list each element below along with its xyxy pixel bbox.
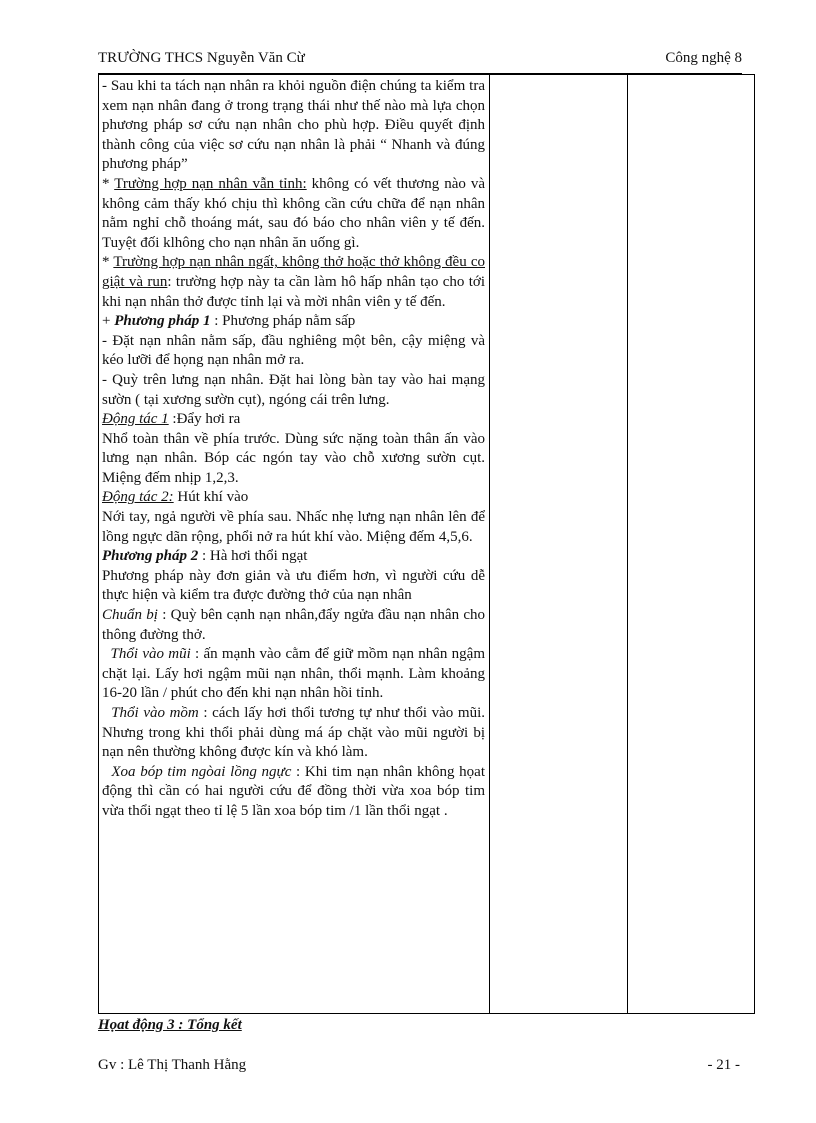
case-unconscious: * Trường hợp nạn nhân ngất, không thở hoặc thở không đều co giật và run: trường hợp này ta cần làm hô hấp nhân tạo cho tới khi nạn nhân thở được tỉnh lại và mời nhân viên y tế đến. bbox=[102, 254, 485, 310]
preparation: Chuẩn bị : Quỳ bên cạnh nạn nhân,đẩy ngửa đầu nạn nhân cho thông đường thở. bbox=[102, 607, 485, 643]
subject-name: Công nghệ 8 bbox=[665, 50, 742, 66]
page-header bbox=[98, 49, 742, 74]
method-1-step-2: - Quỳ trên lưng nạn nhân. Đặt hai lòng bàn tay vào hai mạng sườn ( tại xương sườn cụt), ngóng cái trên lưng. bbox=[102, 371, 485, 408]
empty-column-2 bbox=[490, 75, 628, 1013]
intro-paragraph: - Sau khi ta tách nạn nhân ra khỏi nguồn điện chúng ta kiểm tra xem nạn nhân đang ở trong trạng thái như thế nào mà lựa chọn phương pháp sơ cứu nạn nhân cho phù hợp. Điều quyết định thành công của việc sơ cứu nạn nhân là phải “ Nhanh và đúng phương pháp” bbox=[102, 78, 485, 173]
blow-into-nose: Thổi vào mũi : ấn mạnh vào cằm để giữ mồm nạn nhân ngậm chặt lại. Lấy hơi ngậm mũi nạn nhân, thổi mạnh. Làm khoảng 16-20 lần / phút cho đến khi nạn nhân hồi tỉnh. bbox=[102, 646, 485, 702]
action-1-body: Nhổ toàn thân về phía trước. Dùng sức nặng toàn thân ấn vào lưng nạn nhân. Bóp các ngón tay vào chỗ xương sườn cụt. Miệng đếm nhịp 1,2,3. bbox=[102, 430, 485, 486]
lesson-content bbox=[99, 75, 489, 822]
chest-compression: Xoa bóp tim ngòai lồng ngực : Khi tim nạn nhân không họat động thì cần có hai người cứu để đồng thời vừa xoa bóp tim vừa thổi ngạt theo tỉ lệ 5 lần xoa bóp tim /1 lần thổi ngạt . bbox=[102, 763, 486, 819]
case-conscious: * Trường hợp nạn nhân vẫn tỉnh: không có vết thương nào và không cảm thấy khó chịu thì không cần cứu chữa để nạn nhân nằm nghỉ chỗ thoáng mát, sau đó báo cho nhân viên y tế đến. Tuyệt đối klhông cho nạn nhân ăn uống gì. bbox=[102, 175, 485, 251]
activity-heading: Họat động 3 : Tổng kết bbox=[98, 1017, 242, 1033]
method-2-body: Phương pháp này đơn giản và ưu điểm hơn, vì người cứu dễ thực hiện và kiểm tra được đường thở của nạn nhân bbox=[102, 567, 485, 604]
blow-into-mouth: Thổi vào mồm : cách lấy hơi thổi tương tự như thổi vào mũi. Nhưng trong khi thổi phải dùng má áp chặt vào mũi người bị nạn nên thường không được kín và khó làm. bbox=[102, 705, 485, 761]
method-1-heading: + Phương pháp 1 : Phương pháp nằm sấp bbox=[102, 313, 356, 330]
action-2-heading: Động tác 2: Hút khí vào bbox=[102, 489, 249, 506]
action-2-body: Nới tay, ngả người về phía sau. Nhấc nhẹ lưng nạn nhân lên để lồng ngực dãn rộng, phổi nở ra hút khí vào. Miệng đếm 4,5,6. bbox=[102, 509, 485, 545]
content-column bbox=[99, 75, 490, 1013]
method-1-step-1: - Đặt nạn nhân nằm sấp, đầu nghiêng một bên, cậy miệng và kéo lưỡi để họng nạn nhân mở ra. bbox=[102, 332, 485, 369]
action-1-heading: Động tác 1 :Đẩy hơi ra bbox=[102, 411, 241, 428]
school-name: TRƯỜNG THCS Nguyễn Văn Cừ bbox=[98, 50, 305, 66]
page-number: - 21 - bbox=[707, 1057, 740, 1073]
method-2-heading: Phương pháp 2 : Hà hơi thổi ngạt bbox=[102, 548, 308, 565]
lesson-table bbox=[98, 74, 755, 1014]
teacher-name: Gv : Lê Thị Thanh Hằng bbox=[98, 1057, 247, 1073]
